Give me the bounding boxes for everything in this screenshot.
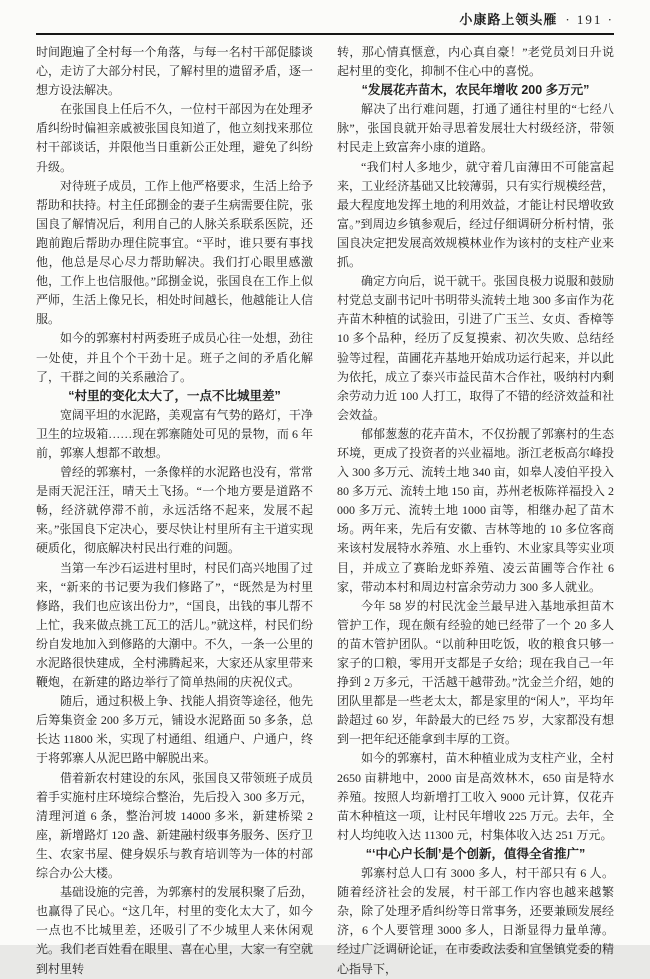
paragraph: 在张国良上任后不久，一位村干部因为在处理矛盾纠纷时偏袒亲戚被张国良知道了，他立刻找来那位村干部谈话，并限他当日重新公正处理，避免了纠纷升级。 [36,102,313,174]
paragraph: 时间跑遍了全村每一个角落，与每一名村干部促膝谈心，走访了大部分村民，了解村里的遗留矛盾，逐一想方设法解决。 [36,45,313,98]
section-heading: “‘中心户长制’是个创新，值得全省推广” [365,846,586,861]
paragraph: 随后，通过积极上争、找能人捐资等途径，他先后筹集资金 200 多万元，铺设水泥路面 50 多条，总长达 11800 米，实现了村通组、组通户、户通户，终于将郭寨人从泥巴路中解脱出来。 [36,694,313,766]
paragraph: 确定方向后，说干就干。张国良极力说服和鼓励村党总支副书记叶书明带头流转土地 300 多亩作为花卉苗木种植的试验田，引进了广玉兰、女贞、香樟等 10 多个品种，经历了反复摸索、初次失败、总结经验等过程，苗圃花卉基地开始成功运行起来，并以此为依托，成立了泰兴市益民苗木合作社，吸纳村内剩余劳动力近 100 人打工，取得了不错的经济效益和社会效益。 [337,274,614,422]
paragraph: 郁郁葱葱的花卉苗木，不仅扮靓了郭寨村的生态环境，更成了投资者的兴业福地。浙江老板高尔峰投入 300 多万元、流转土地 340 亩，如皋人凌伯平投入 80 多万元、流转土地 150 亩，苏州老板陈祥福投入 2000 多万元、流转土地 1000 亩等，相继办起了苗木场。两年来，先后有安徽、吉林等地的 10 多位客商来该村发展特水养殖、水上垂钓、木业家具等实业项目，并成立了赛眙龙虾养殖、凌云苗圃等合作社 6 家，带动本村和周边村富余劳动力 300 多人就业。 [337,426,614,594]
paragraph: 如今的郭寨村，苗木种植业成为支柱产业，全村 2650 亩耕地中，2000 亩是高效林木，650 亩是特水养殖。按照人均新增打工收入 9000 元计算，仅花卉苗木种植这一项，让村民年增收 225 万元。去年，全村人均纯收入达 11300 元，村集体收入达 251 万元。 [337,751,614,842]
paragraph: 对待班子成员，工作上他严格要求，生活上给予帮助和扶持。村主任邱捌金的妻子生病需要住院，张国良了解情况后，利用自己的人脉关系联系医院，还跑前跑后帮助办理住院事宜。“平时，谁只要有事找他，他总是尽心尽力帮助解决。我们打心眼里感激他，工作上也信服他。”邱捌金说，张国良在工作上似严师，生活上像兄长，相处时间越长，他越能让人信服。 [36,178,313,327]
paragraph: 借着新农村建设的东风，张国良又带领班子成员着手实施村庄环境综合整治，先后投入 300 多万元，清理河道 6 条，整治河坡 14000 多米，新建桥梁 2 座，新增路灯 120 盏、新建融村级事务服务、医疗卫生、农家书屋、健身娱乐与教育培训等为一体的村部综合办公大楼。 [36,770,313,881]
paragraph: 如今的郭寨村村两委班子成员心往一处想，劲往一处使，并且个个干劲十足。班子之间的矛盾化解了，干群之间的关系融洽了。 [36,331,313,384]
paragraph: 郭寨村总人口有 3000 多人，村干部只有 6 人。随着经济社会的发展，村干部工作内容也越来越繁杂，除了处理矛盾纠纷等日常事务，还要兼顾发展经济，6 个人要管理 3000 多人，日渐显得力量单薄。经过广泛调研论证，在市委政法委和宣堡镇党委的精心指导下， [337,866,614,976]
paragraph: 曾经的郭寨村，一条像样的水泥路也没有，常常是雨天泥汪汪，晴天土飞扬。“一个地方要是道路不畅，经济就停滞不前，永远活络不起来，发展不起来。”张国良下定决心，要尽快让村里所有主干道实现硬质化，彻底解决村民出行难的问题。 [36,465,313,556]
running-title: 小康路上领头雁 [459,12,558,27]
section-heading: “发展花卉苗木，农民年增收 200 多万元” [361,83,590,98]
right-column [337,43,614,979]
paragraph: “我们村人多地少，就守着几亩薄田不可能富起来，工业经济基础又比较薄弱，只有实行规模经营，最大程度地发挥土地的利用效益，才能让村民增收致富。”到周边乡镇参观后，经过仔细调研分析村情，张国良决定把发展高效规模林业作为该村的支柱产业来抓。 [337,159,614,270]
page-number: · 191 · [565,12,614,27]
paragraph: 今年 58 岁的村民沈金兰最早进入基地承担苗木管护工作，现在颇有经验的她已经带了一个 20 多人的苗木管护团队。“以前种田吃饭，收的粮食只够一家子的口粮，零用开支都是子女给；现在我自己一年挣到 2 万多元，干活越干越带劲。”沈金兰介绍，她的团队里都是一些老太太，都是家里的“闲人”，平均年龄超过 60 岁，年龄最大的已经 75 岁，大家都没有想到一把年纪还能拿到丰厚的工资。 [337,598,614,747]
paragraph: 基础设施的完善，为郭寨村的发展积聚了后劲，也赢得了民心。“这几年，村里的变化太大了，如今一点也不比城里差，还吸引了不少城里人来休闲观光。我们老百姓看在眼里、喜在心里，大家一有空就到村里转 [36,885,313,976]
text-columns [36,43,614,979]
left-column [36,43,313,979]
paragraph: 解决了出行难问题，打通了通往村里的“七经八脉”，张国良就开始寻思着发展壮大村级经济，带领村民走上致富奔小康的道路。 [337,102,614,155]
header-rule [36,33,614,35]
paragraph: 当第一车沙石运进村里时，村民们高兴地围了过来，“新来的书记要为我们修路了”，“既然是为村里修路，我们也应该出份力”，“国良，出钱的事儿帮不上忙，我来做点挑工瓦工的活儿。”就这样，村民们纷纷自发地加入到修路的大潮中。不久，一条一公里的水泥路很快建成，全村沸腾起来，大家还从家里带来鞭炮，在新建的路边举行了简单热闹的庆祝仪式。 [36,560,313,690]
paragraph: 转，那心情真惬意，内心真自豪！”老党员刘日升说起村里的变化，抑制不住心中的喜悦。 [337,45,614,79]
paragraph: 宽阔平坦的水泥路，美观富有气势的路灯，干净卫生的垃圾箱……现在郭寨随处可见的景物，而 6 年前，郭寨人想都不敢想。 [36,407,313,460]
page-header [36,0,614,30]
section-heading: “村里的变化太大了，一点不比城里差” [68,388,281,403]
